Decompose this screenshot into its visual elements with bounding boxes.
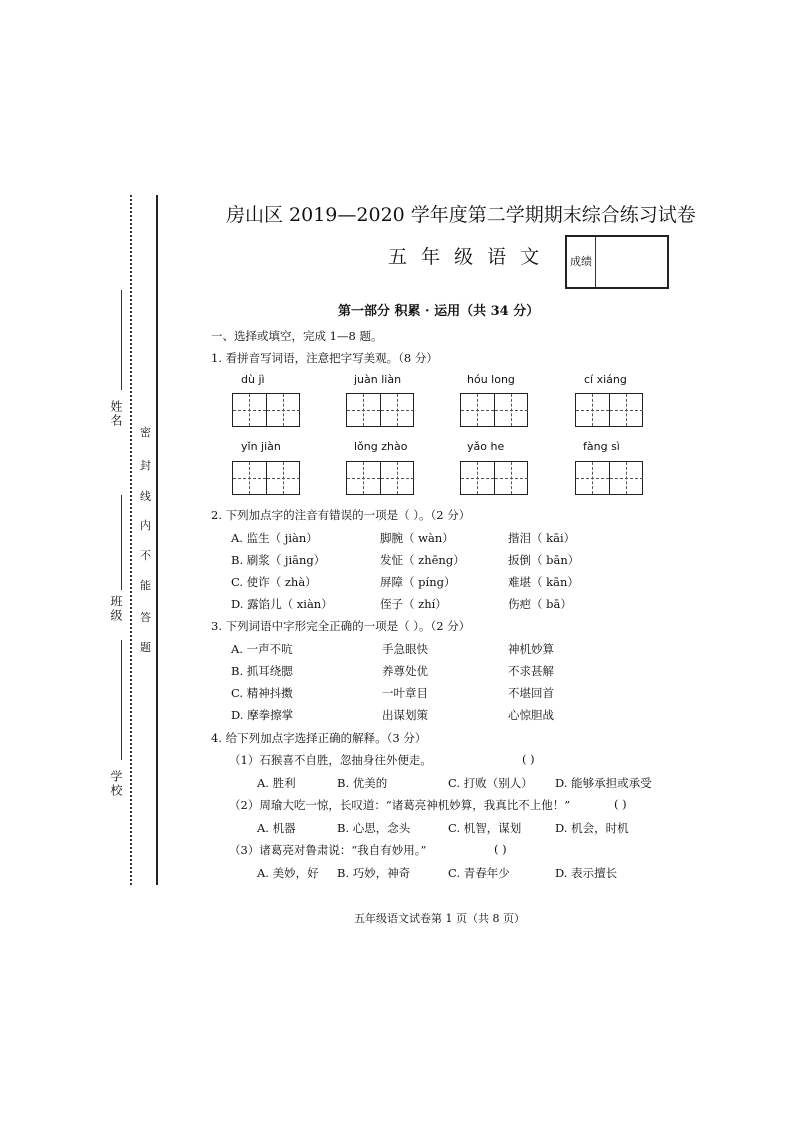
sub-question-text: （3）诸葛亮对鲁肃说：“我自有妙用。” [229,843,427,857]
pinyin-label: yǐn jiàn [241,440,281,453]
pinyin-label: cí xiáng [584,373,627,386]
writing-grid[interactable] [232,393,300,427]
option-cell[interactable]: C. 精神抖擞 [231,686,293,700]
answer-blank[interactable]: ( ) [522,752,535,766]
option-cell[interactable]: B. 刷浆（ jiāng） [231,553,326,567]
writing-grid[interactable] [575,461,643,495]
name-label: 姓名 [109,400,123,428]
option-choice[interactable]: C. 机智，谋划 [448,821,522,835]
writing-grid[interactable] [575,393,643,427]
school-input-line[interactable] [121,640,122,760]
option-cell: 伤疤（ bā） [508,597,572,611]
seal-char: 内 [140,519,151,532]
option-cell: 揩泪（ kāi） [508,531,576,545]
answer-blank[interactable]: ( ) [494,842,507,856]
writing-grid[interactable] [346,461,414,495]
pinyin-label: yǎo he [467,440,505,453]
answer-blank[interactable]: ( ) [614,797,627,811]
seal-char: 答 [140,611,151,624]
score-label: 成绩 [567,237,596,287]
option-cell: 脚腕（ wàn） [380,531,454,545]
seal-char: 题 [140,641,151,654]
pinyin-label: hóu long [467,373,515,386]
option-cell: 发怔（ zhēng） [380,553,465,567]
class-input-line[interactable] [121,495,122,590]
option-cell: 侄子（ zhí） [380,597,447,611]
seal-char: 密 [140,426,151,439]
exam-title: 房山区 2019—2020 学年度第二学期期末综合练习试卷 [226,204,696,226]
score-box[interactable] [565,235,669,289]
exam-subtitle: 五 年 级 语 文 [388,246,544,268]
option-choice[interactable]: D. 机会，时机 [555,821,629,835]
option-cell: 屏障（ píng） [380,575,456,589]
option-choice[interactable]: D. 表示擅长 [555,866,618,880]
option-cell: 难堪（ kān） [508,575,579,589]
binding-solid-line [156,195,158,885]
option-cell: 手急眼快 [382,642,428,656]
part-title: 第一部分 积累 · 运用（共 34 分） [338,304,540,319]
option-cell: 出谋划策 [382,708,428,722]
option-choice[interactable]: A. 机器 [257,821,296,835]
question-2-stem: 2. 下列加点字的注音有错误的一项是（ ）。（2 分） [211,508,471,522]
option-choice[interactable]: A. 美妙，好 [257,866,319,880]
question-1-stem: 1. 看拼音写词语，注意把字写美观。（8 分） [211,351,438,365]
pinyin-label: fàng sì [583,440,620,453]
option-cell: 扳倒（ bān） [508,553,580,567]
option-choice[interactable]: B. 优美的 [337,776,388,790]
pinyin-label: lǒng zhào [354,440,408,453]
option-cell[interactable]: B. 抓耳绕腮 [231,664,293,678]
option-cell: 养尊处优 [382,664,428,678]
seal-char: 不 [140,549,151,562]
writing-grid[interactable] [460,393,528,427]
page-footer: 五年级语文试卷第 1 页（共 8 页） [354,912,525,925]
writing-grid[interactable] [346,393,414,427]
pinyin-label: juàn liàn [354,373,402,386]
option-cell: 一叶章目 [382,686,428,700]
option-choice[interactable]: A. 胜利 [257,776,296,790]
option-choice[interactable]: B. 巧妙，神奇 [337,866,411,880]
school-label: 学校 [109,770,123,798]
sub-question-text: （2）周瑜大吃一惊，长叹道：“诸葛亮神机妙算，我真比不上他！” [229,798,571,812]
seal-char: 线 [140,490,151,503]
question-4-stem: 4. 给下列加点字选择正确的解释。（3 分） [211,731,427,745]
pinyin-label: dù jì [241,373,265,386]
option-cell: 不求甚解 [508,664,554,678]
option-cell: 神机妙算 [508,642,554,656]
sub-question-text: （1）石猴喜不自胜，忽抽身往外便走。 [229,753,432,767]
writing-grid[interactable] [232,461,300,495]
question-3-stem: 3. 下列词语中字形完全正确的一项是（ ）。（2 分） [211,619,471,633]
section-heading: 一、选择或填空，完成 1—8 题。 [211,329,383,343]
option-cell[interactable]: A. 监生（ jiàn） [231,531,318,545]
option-choice[interactable]: C. 青春年少 [448,866,510,880]
option-choice[interactable]: C. 打败（别人） [448,776,533,790]
option-choice[interactable]: D. 能够承担或承受 [555,776,652,790]
option-cell[interactable]: D. 摩拳擦掌 [231,708,294,722]
option-cell[interactable]: D. 露馅儿（ xiàn） [231,597,333,611]
option-cell: 心惊胆战 [508,708,554,722]
option-cell[interactable]: C. 使诈（ zhà） [231,575,317,589]
option-cell[interactable]: A. 一声不吭 [231,642,293,656]
class-label: 班级 [109,595,123,623]
option-choice[interactable]: B. 心思，念头 [337,821,411,835]
name-input-line[interactable] [121,290,122,390]
binding-dotted-line [130,195,132,885]
seal-char: 能 [140,579,151,592]
writing-grid[interactable] [460,461,528,495]
seal-char: 封 [140,459,151,472]
option-cell: 不堪回首 [508,686,554,700]
